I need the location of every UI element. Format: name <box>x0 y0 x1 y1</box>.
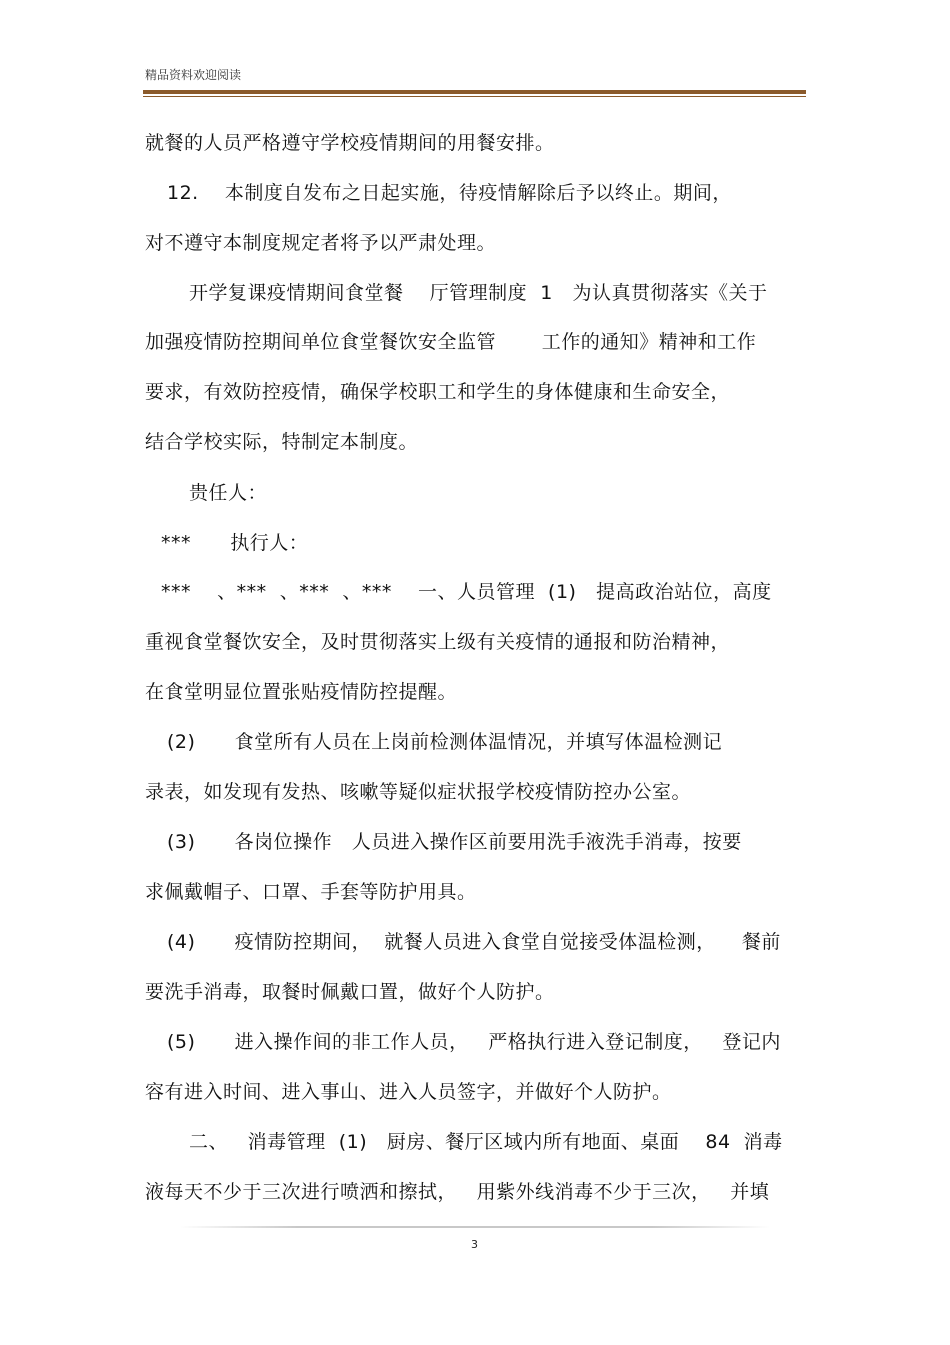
text-line: *** 执行人： <box>161 532 309 554</box>
text-line: (5) 进入操作间的非工作人员， 严格执行进入登记制度， 登记内 <box>167 1031 781 1053</box>
text-line: 12. 本制度自发布之日起实施，待疫情解除后予以终止。期间， <box>167 182 732 204</box>
text-line: 要洗手消毒，取餐时佩戴口置，做好个人防护。 <box>145 981 555 1003</box>
text-line: 结合学校实际，特制定本制度。 <box>145 431 419 453</box>
text-line: *** 、*** 、*** 、*** 一、人员管理 (1) 提高政治站位，高度 <box>161 581 772 603</box>
text-line: 贵任人： <box>189 482 268 504</box>
text-line: (4) 疫情防控期间， 就餐人员进入食堂自觉接受体温检测， 餐前 <box>167 931 781 953</box>
text-line: 录表，如发现有发热、咳嗽等疑似症状报学校疫情防控办公室。 <box>145 781 692 803</box>
header-rule-thick <box>143 90 806 94</box>
text-line: 要求，有效防控疫情，确保学校职工和学生的身体健康和生命安全， <box>145 381 731 403</box>
header-text: 精品资料欢迎阅读 <box>145 68 242 82</box>
text-line: 在食堂明显位置张贴疫情防控提醒。 <box>145 681 458 703</box>
page-number: 3 <box>471 1238 478 1251</box>
footer-rule <box>180 1226 770 1228</box>
text-line: 重视食堂餐饮安全，及时贯彻落实上级有关疫情的通报和防治精神， <box>145 631 731 653</box>
text-line: 求佩戴帽子、口罩、手套等防护用具。 <box>145 881 477 903</box>
text-line: 液每天不少于三次进行喷洒和擦拭， 用紫外线消毒不少于三次， 并填 <box>145 1181 770 1203</box>
text-line: 就餐的人员严格遵守学校疫情期间的用餐安排。 <box>145 132 555 154</box>
header-rule-thin <box>143 96 806 97</box>
text-line: 二、 消毒管理 (1) 厨房、餐厅区域内所有地面、桌面 84 消毒 <box>189 1131 783 1153</box>
text-line: (2) 食堂所有人员在上岗前检测体温情况，并填写体温检测记 <box>167 731 723 753</box>
text-line: 开学复课疫情期间食堂餐 厅管理制度 1 为认真贯彻落实《关于 <box>189 282 768 304</box>
text-line: 容有进入时间、进入事山、进入人员签字，并做好个人防护。 <box>145 1081 672 1103</box>
text-line: 对不遵守本制度规定者将予以严肃处理。 <box>145 232 497 254</box>
text-line: 加强疫情防控期间单位食堂餐饮安全监管 工作的通知》精神和工作 <box>145 331 757 353</box>
text-line: (3) 各岗位操作 人员进入操作区前要用洗手液洗手消毒，按要 <box>167 831 742 853</box>
